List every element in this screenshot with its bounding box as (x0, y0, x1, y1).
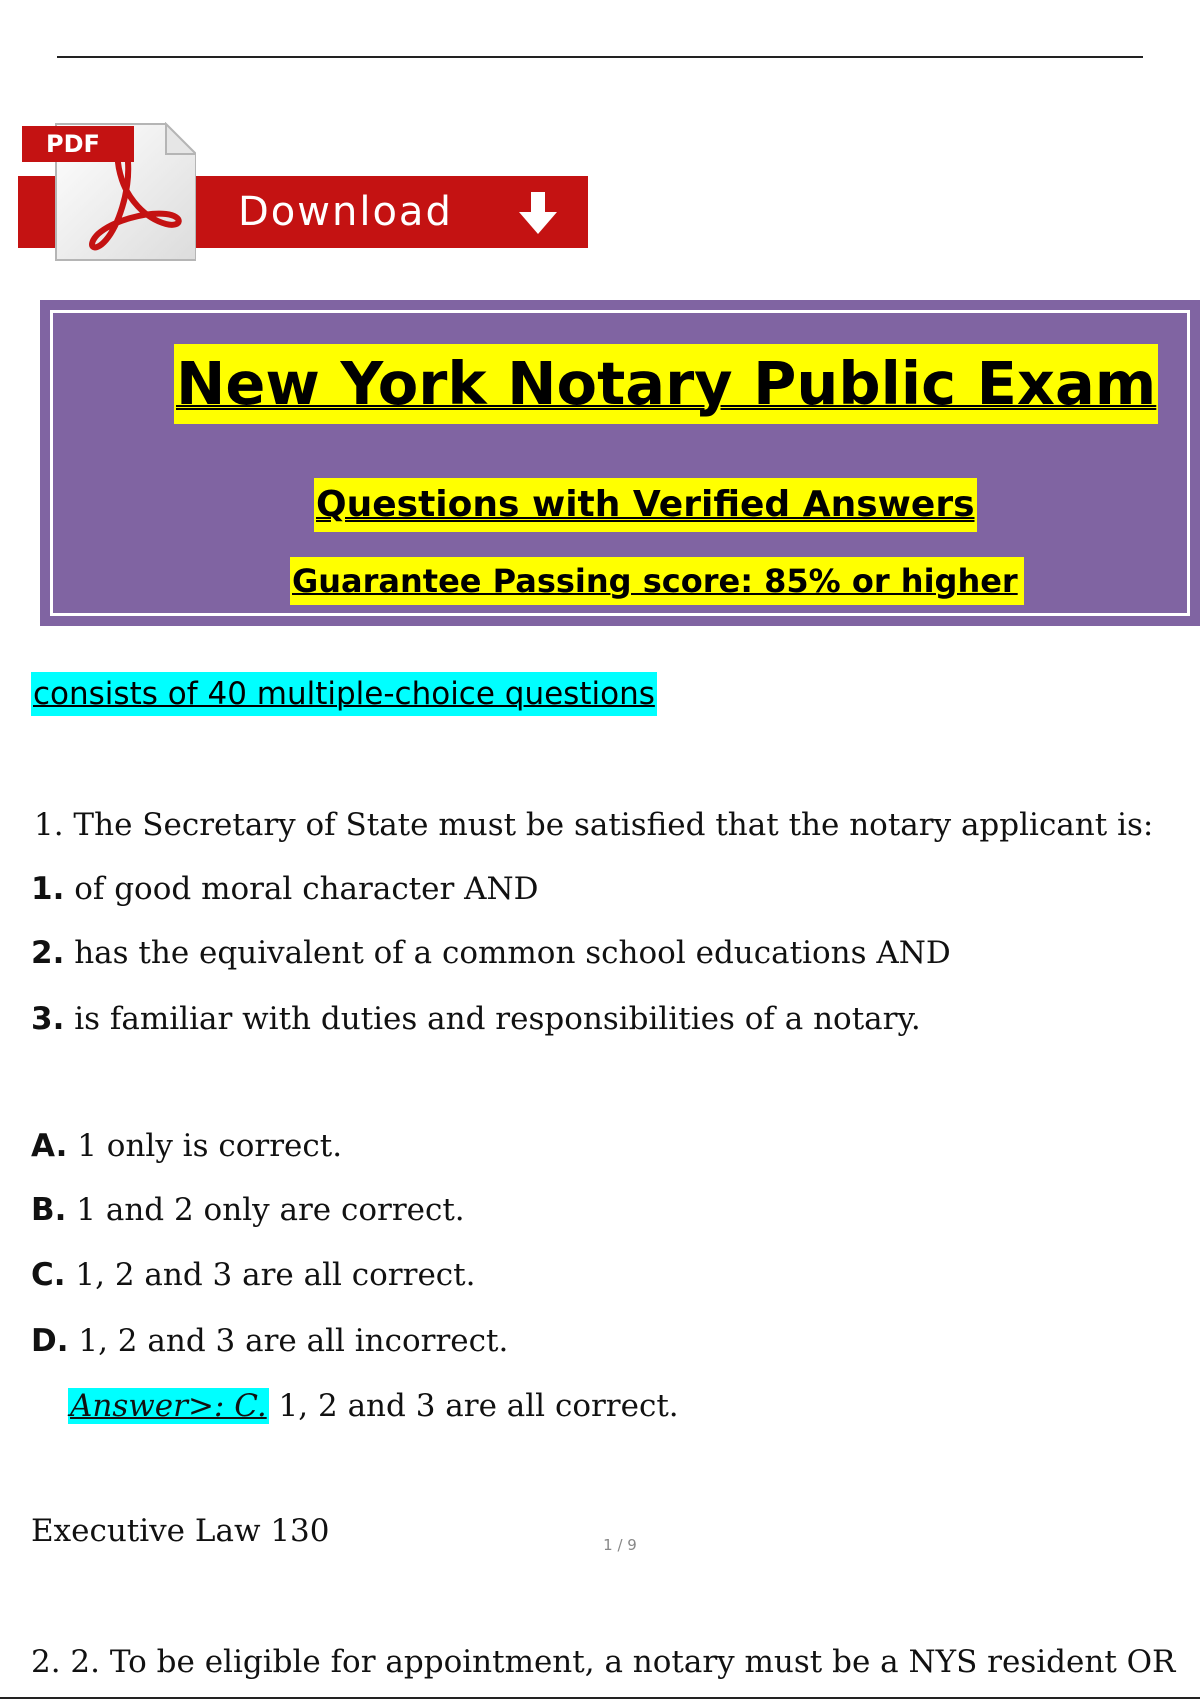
document-title: New York Notary Public Exam (174, 344, 1158, 424)
condition-text: has the equivalent of a common school educations AND (64, 935, 951, 971)
condition-item (31, 997, 921, 1041)
condition-text: is familiar with duties and responsibilities of a notary. (64, 1001, 921, 1037)
option-letter: A. (31, 1128, 68, 1164)
top-rule (57, 56, 1143, 58)
question-1-stem (34, 803, 1153, 847)
condition-number: 3. (31, 1001, 65, 1037)
title-box (40, 300, 1200, 626)
download-banner[interactable] (18, 122, 590, 262)
bottom-rule (0, 1697, 1200, 1699)
pdf-badge-label: PDF (46, 130, 100, 158)
question-2-stem-text: 2. 2. To be eligible for appointment, a notary must be a NYS resident OR (31, 1644, 1176, 1680)
option-letter: D. (31, 1323, 69, 1359)
answer-option-c (31, 1253, 475, 1297)
download-label[interactable]: Download (238, 189, 453, 235)
answer-option-b (31, 1188, 465, 1232)
reference-text: Executive Law 130 (31, 1513, 330, 1549)
option-letter: B. (31, 1192, 67, 1228)
option-letter: C. (31, 1257, 66, 1293)
condition-number: 2. (31, 935, 65, 971)
answer-line (68, 1384, 679, 1428)
reference-line (31, 1509, 330, 1553)
option-text: 1, 2 and 3 are all incorrect. (68, 1323, 509, 1359)
page-indicator: 1 / 9 (603, 1536, 637, 1554)
answer-option-a (31, 1124, 342, 1168)
condition-number: 1. (31, 871, 65, 907)
document-subtitle: Questions with Verified Answers (314, 478, 977, 532)
option-text: 1 and 2 only are correct. (66, 1192, 465, 1228)
option-text: 1, 2 and 3 are all correct. (65, 1257, 476, 1293)
condition-item (31, 867, 539, 911)
answer-tag: Answer>: C. (70, 1388, 267, 1424)
download-arrow-icon[interactable] (513, 188, 563, 238)
question-1-stem-text: 1. The Secretary of State must be satisfied that the notary applicant is: (34, 807, 1154, 843)
condition-item (31, 931, 951, 975)
answer-text: 1, 2 and 3 are all correct. (268, 1388, 679, 1424)
intro-note: consists of 40 multiple-choice questions (31, 672, 657, 716)
option-text: 1 only is correct. (67, 1128, 343, 1164)
answer-option-d (31, 1319, 508, 1363)
guarantee-text: Guarantee Passing score: 85% or higher (290, 557, 1024, 605)
question-2-stem (31, 1640, 1175, 1684)
condition-text: of good moral character AND (64, 871, 539, 907)
